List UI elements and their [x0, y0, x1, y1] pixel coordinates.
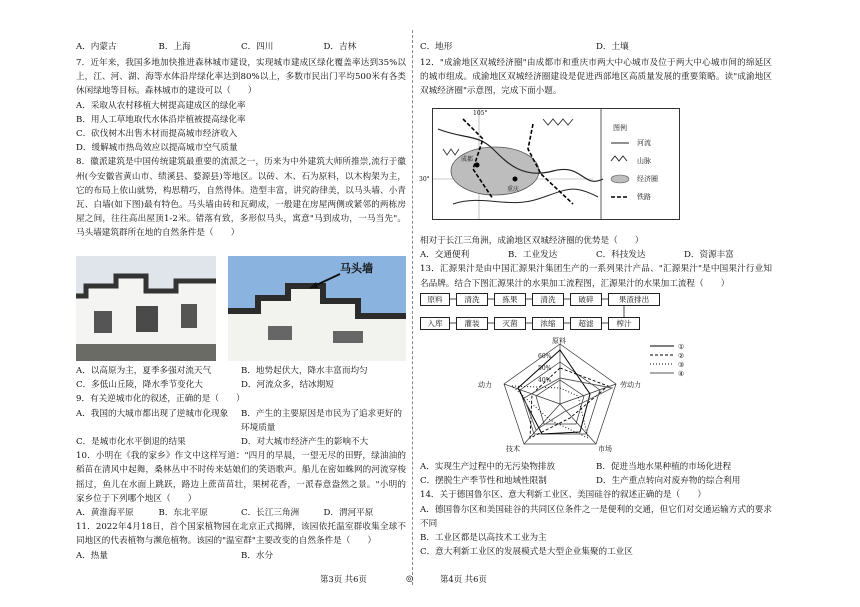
- q8-options-row1: [76, 364, 406, 378]
- q8-options-row2: [76, 378, 406, 392]
- juice-flow-chart: [420, 292, 772, 332]
- footer-right-page: 第4页 共6页: [440, 574, 487, 584]
- radar-axis-raw-material: 原料: [552, 337, 566, 345]
- factor-radar-chart: [460, 338, 740, 454]
- radar-axis-labor: 劳动力: [620, 381, 641, 389]
- map-legend-mountain: 山脉: [637, 157, 651, 165]
- question-12: 12．"成渝地区双城经济圈"由成都市和重庆市两大中心城市及位于两大中心城市间的绵延区的城市组成。成渝地区双城经济圈建设是促进西部地区高质量发展的重要策略。读"成渝地区双城经济圈"示意图，完成下面小题。: [420, 58, 772, 97]
- q10-options: [76, 506, 406, 520]
- radar-axis-market: 市场: [598, 445, 612, 453]
- radar-legend-1: ①: [678, 343, 685, 351]
- q14-option-a: A．德国鲁尔区和美国硅谷的共同区位条件之一是便利的交通，但它们对交通运输方式的要求不同: [420, 504, 772, 529]
- map-latitude-label: 30°: [419, 176, 430, 183]
- q12-option-a: A．交通便利: [420, 250, 470, 261]
- q6-options: [76, 40, 406, 54]
- q10-option-a: A．黄淮海平原: [76, 508, 134, 519]
- q10-option-b: B．东北平原: [158, 508, 208, 519]
- q12-option-c: C．科技发达: [596, 250, 646, 261]
- q13-option-b: B．促进当地水果种植的市场化进程: [596, 462, 732, 472]
- flow-step-storage: 入库: [420, 317, 450, 330]
- question-10: 10．小明在《我的家乡》作文中这样写道："四月的早晨，一望无尽的田野，绿油油的稻苗在清风中起舞，桑林丛中不时传来姑娘们的笑语歌声。船儿在密如蛛网的河流穿梭摇过，鱼儿在水面上跳跃，路边上蔗苗苗壮，果树花香，一派春意盎然之景。"小明的家乡位于下列哪个地区（ ）: [76, 451, 406, 504]
- q8-option-a: A．以高原为主，夏季多强对流天气: [76, 366, 212, 376]
- question-14: 14．关于德国鲁尔区、意大利新工业区、美国硅谷的叙述正确的是（ ）: [420, 490, 706, 501]
- q6-option-a: A．内蒙古: [76, 42, 117, 52]
- map-longitude-label: 105°: [473, 110, 488, 117]
- map-legend-econ-circle: 经济圈: [637, 175, 658, 183]
- photo-label: 马头墙: [340, 262, 373, 275]
- q9-option-c: C．是城市化水平倒退的结果: [76, 437, 186, 448]
- question-7: 7．近年来，我国多地加快推进森林城市建设，实现城市建成区绿化覆盖率达到35%以上，江、河、湖、海等水体沿岸绿化率达到80%以上，多数市民出门平均500米有各类休闲绿地等目标。森林城市的建设可以（ ）: [76, 58, 406, 97]
- radar-legend-2: ②: [678, 352, 685, 360]
- q11-option-a: A．热量: [76, 550, 108, 561]
- q8-option-b: B．地势起伏大，降水丰富而均匀: [241, 366, 368, 376]
- question-13: 13．汇源果汁是由中国汇源果汁集团生产的一系列果汁产品、"汇源果汁"是中国果汁行业知名品牌。结合下图汇源果汁的水果加工流程图，汇源果汁的水果加工流程（ ）: [420, 264, 772, 289]
- radar-tick-60: 60%: [538, 353, 552, 360]
- photo-left: [76, 256, 216, 361]
- q11-options-cont: [420, 40, 772, 54]
- flow-step-crush: 破碎: [570, 293, 602, 306]
- q6-option-c: C．四川: [241, 42, 274, 52]
- photo-right: [228, 256, 406, 361]
- q13-option-c: C．摆脱生产季节性和地域性限制: [420, 476, 547, 487]
- q7-option-b: B．用人工草地取代水体沿岸植被提高绿化率: [76, 114, 246, 125]
- flow-step-press: 榨汁: [608, 317, 640, 330]
- radar-axis-technology: 技术: [506, 445, 520, 453]
- footer-center-mark: ◎: [406, 573, 414, 583]
- radar-legend-3: ③: [678, 361, 685, 369]
- q12-options: [420, 248, 772, 262]
- q10-option-c: C．长江三角洲: [241, 508, 300, 519]
- flow-step-wash2: 清洗: [532, 293, 564, 306]
- q6-option-d: D．吉林: [323, 42, 357, 52]
- radar-axis-power: 动力: [478, 381, 492, 389]
- map-city-chongqing: 重庆: [507, 186, 520, 193]
- q9-option-b: B．产生的主要原因是市民为了追求更好的环境质量: [241, 408, 403, 433]
- q11-option-c: C．地形: [420, 42, 453, 52]
- radar-legend-4: ④: [678, 370, 685, 378]
- q9-option-d: D．对大城市经济产生的影响不大: [241, 437, 369, 448]
- question-12-sub: 相对于长江三角洲，成渝地区双城经济圈的优势是（ ）: [420, 236, 644, 246]
- map-legend-river: 河流: [637, 139, 651, 147]
- radar-tick-50: 50%: [538, 365, 552, 372]
- flow-step-filling: 灌装: [456, 317, 488, 330]
- q14-option-c: C．意大利新工业区的发展模式是大型企业集聚的工业区: [420, 547, 633, 558]
- q12-option-d: D．资源丰富: [684, 250, 734, 261]
- flow-step-pomace-out: 果渣排出: [608, 293, 660, 306]
- q12-option-b: B．工业发达: [508, 250, 558, 261]
- q10-option-d: D．渭河平原: [323, 508, 374, 519]
- flow-step-wash1: 清洗: [456, 293, 488, 306]
- q11-options: [76, 549, 406, 563]
- flow-step-sort: 拣果: [494, 293, 526, 306]
- flow-step-concentrate: 浓缩: [532, 317, 564, 330]
- q13-options-row2: [420, 474, 772, 488]
- footer-left-page: 第3页 共6页: [320, 574, 367, 584]
- q13-option-a: A．实现生产过程中的无污染物排放: [420, 462, 556, 472]
- q7-option-d: D．缓解城市热岛效应以提高城市空气质量: [76, 143, 238, 154]
- question-11: 11．2022年4月18日，首个国家植物园在北京正式揭牌，该园依托温室群收集全球不同地区的代表植物与濒危植物。该园的"温室群"主要改变的自然条件是（ ）: [76, 522, 406, 547]
- q7-option-a: A．采取从农村移植大树提高建成区的绿化率: [76, 100, 246, 111]
- chengyu-map: [419, 108, 680, 220]
- q14-option-b: B．工业区都是以高技术工业为主: [420, 533, 547, 544]
- map-city-chengdu: 成都: [461, 156, 474, 163]
- q13-options-row1: [420, 460, 772, 474]
- question-9: 9．有关逆城市化的叙述，正确的是（ ）: [76, 394, 245, 405]
- column-divider: [412, 30, 413, 585]
- map-legend-railway: 铁路: [637, 193, 651, 201]
- flow-step-sterilize: 灭菌: [494, 317, 526, 330]
- q8-option-c: C．多低山丘陵，降水季节变化大: [76, 380, 203, 391]
- map-legend-title: 图例: [613, 124, 627, 132]
- q6-option-b: B．上海: [158, 42, 191, 52]
- q9-option-a: A．我国的大城市都出现了逆城市化现象: [76, 408, 229, 419]
- q9-options-row2: [76, 435, 406, 449]
- flow-step-raw: 原料: [420, 293, 450, 306]
- q11-option-d: D．土壤: [596, 42, 629, 52]
- q13-option-d: D．生产重点转向对废弃物的综合利用: [596, 476, 741, 487]
- flow-step-ultrafilter: 超滤: [570, 317, 602, 330]
- q9-options-row1: [76, 407, 406, 435]
- radar-tick-40: 40%: [538, 377, 552, 384]
- horse-head-wall-photos: [76, 256, 406, 361]
- q7-option-c: C．砍伐树木出售木材而提高城市经济收入: [76, 129, 238, 140]
- question-8: 8．徽派建筑是中国传统建筑最重要的流派之一，历来为中外建筑大师所推崇,流行于徽州(今安徽省黄山市、绩溪县、婺源县)等地区。以砖、木、石为原料，以木构架为主，它的布局上依山就势，构思精巧，自然得体。造型丰富，讲究韵律美，以马头墙、小青瓦、白墙(如下图)最有特色。马头墙由砖和瓦砌成，一般建在房屋两侧或紧邻的两栋房屋之间，往往高出屋顶1-2米。错落有致，多形似马头，寓意"马到成功，一马当先"。马头墙建筑群所在地的自然条件是（ ）: [76, 157, 406, 239]
- q8-option-d: D．河流众多，结冰期短: [241, 380, 334, 391]
- q11-option-b: B．水分: [241, 550, 274, 561]
